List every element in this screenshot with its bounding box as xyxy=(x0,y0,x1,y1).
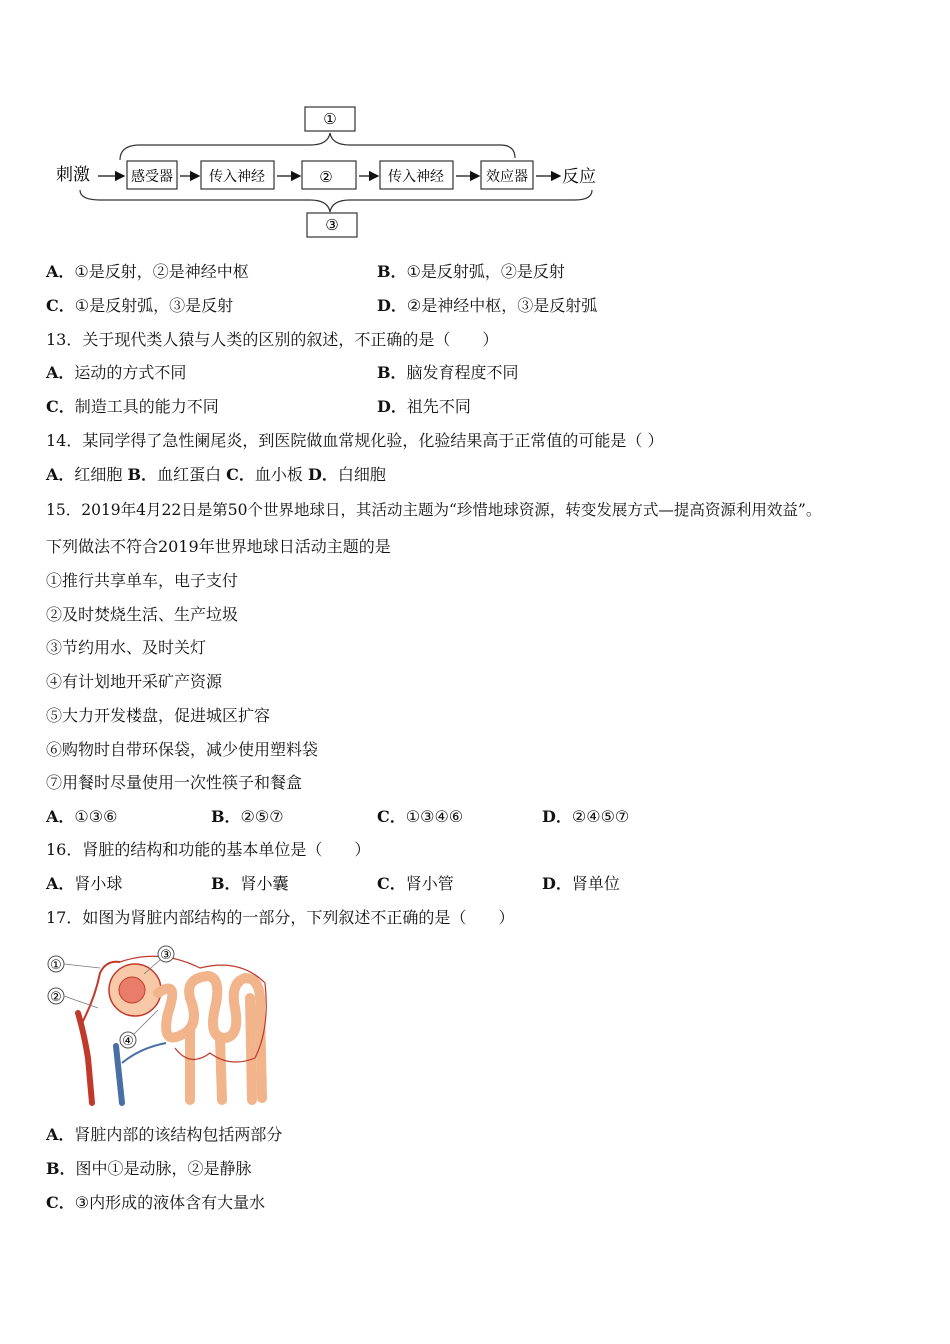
option-letter: B． xyxy=(127,465,158,484)
glomerulus xyxy=(119,977,145,1003)
option-letter: A． xyxy=(46,262,75,281)
q17-option-a[interactable] xyxy=(46,1125,282,1145)
option-text: 肾小管 xyxy=(405,874,454,893)
option-text: 运动的方式不同 xyxy=(74,363,187,382)
response-label: 反应 xyxy=(562,167,596,187)
q15-item-2: ②及时焚烧生活、生产垃圾 xyxy=(46,605,239,624)
leader-1 xyxy=(64,964,100,968)
option-text: ①③⑥ xyxy=(74,807,118,826)
option-text: 血红蛋白 xyxy=(157,465,222,484)
reflex-arc-diagram xyxy=(0,0,950,250)
q15-stem-line2: 下列做法不符合2019年世界地球日活动主题的是 xyxy=(46,537,391,556)
q15-item-3: ③节约用水、及时关灯 xyxy=(46,638,207,657)
q15-item-1: ①推行共享单车，电子支付 xyxy=(46,571,239,590)
option-letter: B． xyxy=(211,807,241,826)
q15-item-4: ④有计划地开采矿产资源 xyxy=(46,672,223,691)
option-letter: D． xyxy=(542,807,572,826)
q15-item-7: ⑦用餐时尽量使用一次性筷子和餐盒 xyxy=(46,773,303,792)
option-letter: C． xyxy=(377,874,406,893)
q15-option-b[interactable] xyxy=(211,807,284,827)
q15-item-5: ⑤大力开发楼盘，促进城区扩容 xyxy=(46,706,271,725)
q17-option-c[interactable] xyxy=(46,1193,265,1213)
option-text: 图中①是动脉，②是静脉 xyxy=(75,1159,252,1178)
q12-option-b[interactable] xyxy=(377,262,565,282)
option-letter: C． xyxy=(46,296,75,315)
q14-option-c[interactable] xyxy=(226,465,303,484)
option-text: ①是反射弧，②是反射 xyxy=(406,262,565,281)
q13-option-a[interactable] xyxy=(46,363,186,383)
q17-stem: 17．如图为肾脏内部结构的一部分，下列叙述不正确的是（ ） xyxy=(46,908,515,927)
q14-option-a[interactable] xyxy=(46,465,122,484)
vein-vessel xyxy=(116,1046,122,1103)
q13-option-c[interactable] xyxy=(46,397,219,417)
option-text: 肾脏内部的该结构包括两部分 xyxy=(74,1125,283,1144)
label-1: ① xyxy=(50,958,62,973)
option-text: ②是神经中枢，③是反射弧 xyxy=(406,296,598,315)
q14-option-b[interactable] xyxy=(128,465,222,484)
collecting-duct xyxy=(190,998,252,1100)
option-text: 肾小囊 xyxy=(240,874,289,893)
option-letter: C． xyxy=(377,807,406,826)
option-text: 肾小球 xyxy=(74,874,123,893)
efferent-label: 传入神经 xyxy=(388,169,444,185)
q16-option-c[interactable] xyxy=(377,874,454,894)
option-letter: A． xyxy=(46,1125,75,1144)
option-text: ①是反射弧，③是反射 xyxy=(74,296,234,315)
q12-option-d[interactable] xyxy=(377,296,597,316)
q15-option-c[interactable] xyxy=(377,807,463,827)
q16-option-b[interactable] xyxy=(211,874,289,894)
q16-option-d[interactable] xyxy=(542,874,620,894)
q15-stem-line1: 15．2019年4月22日是第50个世界地球日，其活动主题为“珍惜地球资源，转变发展方式—提高资源利用效益”。 xyxy=(46,501,822,519)
q14-option-d[interactable] xyxy=(308,465,386,484)
option-letter: A． xyxy=(46,807,75,826)
option-text: 制造工具的能力不同 xyxy=(74,397,219,416)
q13-option-b[interactable] xyxy=(377,363,519,383)
q16-stem: 16．肾脏的结构和功能的基本单位是（ ） xyxy=(46,840,371,859)
artery-vessel xyxy=(78,1013,92,1103)
option-text: 红细胞 xyxy=(74,465,123,484)
option-letter: C． xyxy=(226,465,255,484)
bottom-brace xyxy=(80,190,592,212)
option-letter: C． xyxy=(46,397,75,416)
option-letter: D． xyxy=(542,874,572,893)
q14-options xyxy=(46,465,386,485)
option-letter: B． xyxy=(377,262,407,281)
nephron-figure xyxy=(40,938,280,1106)
option-letter: D． xyxy=(377,397,407,416)
q13-stem: 13．关于现代类人猿与人类的区别的叙述，不正确的是（ ） xyxy=(46,330,499,349)
option-text: 脑发育程度不同 xyxy=(406,363,519,382)
option-letter: B． xyxy=(377,363,407,382)
option-text: 祖先不同 xyxy=(406,397,471,416)
stimulus-label: 刺激 xyxy=(56,165,90,185)
option-letter: D． xyxy=(377,296,407,315)
option-text: 肾单位 xyxy=(571,874,620,893)
option-text: ②⑤⑦ xyxy=(240,807,284,826)
option-text: ①是反射，②是神经中枢 xyxy=(74,262,249,281)
q12-option-c[interactable] xyxy=(46,296,233,316)
option-text: ③内形成的液体含有大量水 xyxy=(74,1193,266,1212)
label-4: ④ xyxy=(122,1034,134,1049)
effector-label: 效应器 xyxy=(486,169,528,185)
option-letter: B． xyxy=(46,1159,76,1178)
q16-option-a[interactable] xyxy=(46,874,122,894)
q12-option-a[interactable] xyxy=(46,262,249,282)
top-brace xyxy=(120,133,515,160)
option-letter: A． xyxy=(46,465,75,484)
option-letter: D． xyxy=(308,465,338,484)
option-letter: A． xyxy=(46,363,75,382)
option-letter: B． xyxy=(211,874,241,893)
afferent-label: 传入神经 xyxy=(209,169,265,185)
option-text: ①③④⑥ xyxy=(405,807,464,826)
receptor-label: 感受器 xyxy=(131,169,173,185)
q14-stem: 14．某同学得了急性阑尾炎，到医院做血常规化验，化验结果高于正常值的可能是（ ） xyxy=(46,431,664,450)
q15-option-a[interactable] xyxy=(46,807,117,827)
label-top: ① xyxy=(323,110,337,128)
q17-option-b[interactable] xyxy=(46,1159,252,1179)
q15-item-6: ⑥购物时自带环保袋，减少使用塑料袋 xyxy=(46,740,319,759)
q13-option-d[interactable] xyxy=(377,397,471,417)
center-label: ② xyxy=(319,168,333,186)
label-3: ③ xyxy=(160,948,172,963)
option-letter: A． xyxy=(46,874,75,893)
option-text: ②④⑤⑦ xyxy=(571,807,630,826)
option-text: 血小板 xyxy=(254,465,303,484)
option-letter: C． xyxy=(46,1193,75,1212)
q15-option-d[interactable] xyxy=(542,807,629,827)
label-2: ② xyxy=(50,990,62,1005)
option-text: 白细胞 xyxy=(337,465,386,484)
label-bottom: ③ xyxy=(325,216,339,234)
